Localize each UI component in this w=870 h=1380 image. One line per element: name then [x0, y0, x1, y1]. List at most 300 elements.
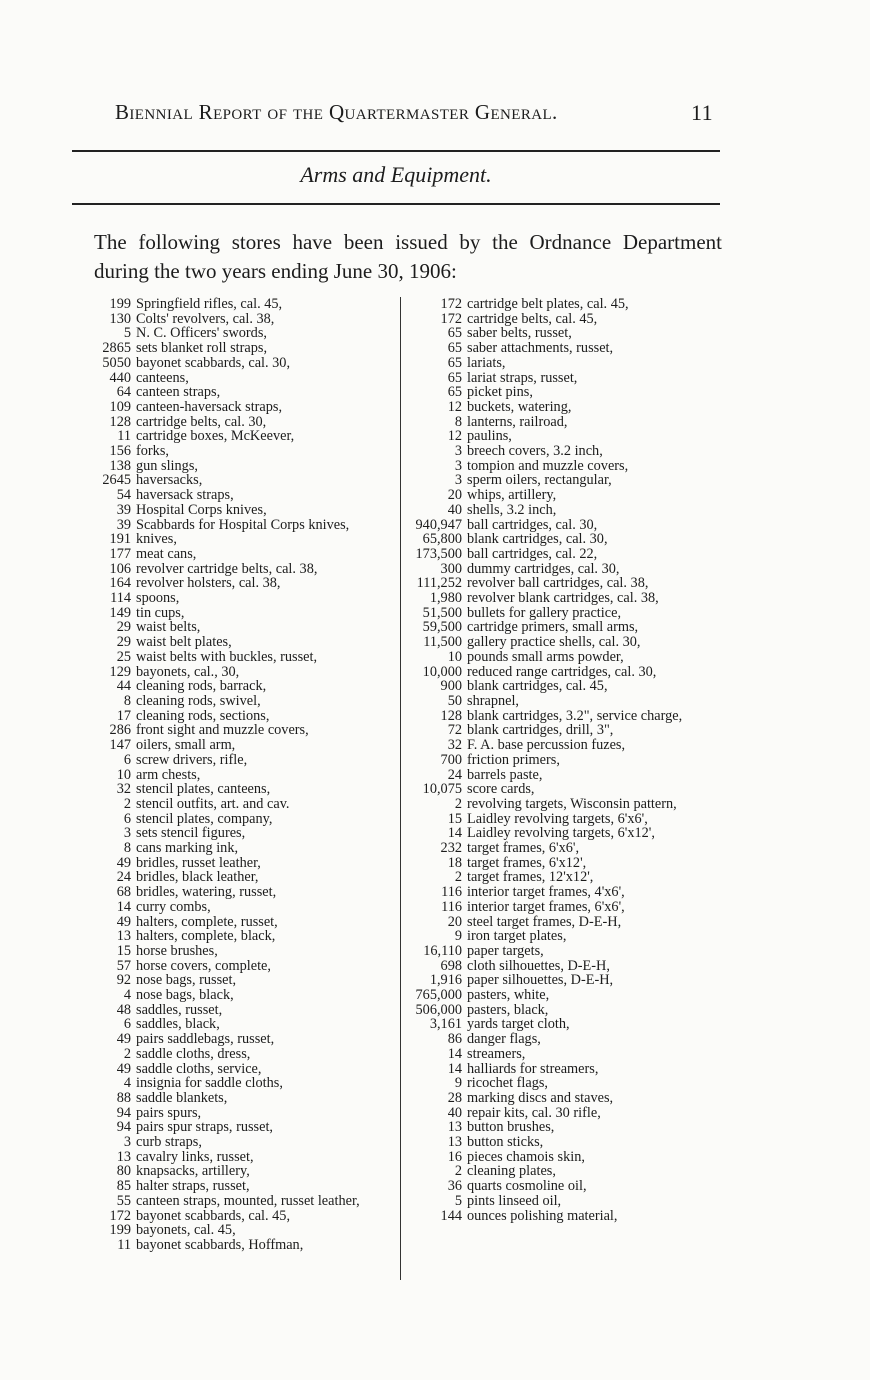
list-item: [92, 738, 392, 753]
list-item: [402, 503, 726, 518]
list-item: [402, 429, 726, 444]
item-quantity: 65,800: [422, 531, 462, 548]
item-quantity: 156: [109, 443, 131, 460]
list-item: [402, 1150, 726, 1165]
item-quantity: 199: [109, 296, 131, 312]
item-description: revolver cartridge belts, cal. 38,: [136, 560, 318, 577]
item-description: quarts cosmoline oil,: [467, 1178, 587, 1195]
list-item: [92, 694, 392, 709]
item-quantity: 13: [116, 1148, 131, 1165]
item-quantity: 32: [447, 737, 462, 754]
item-description: Scabbards for Hospital Corps knives,: [136, 516, 350, 533]
item-quantity: 50: [447, 692, 462, 709]
list-item: [402, 547, 726, 562]
item-description: target frames, 6'x12',: [467, 854, 587, 871]
list-item: [92, 709, 392, 724]
item-quantity: 49: [116, 854, 131, 871]
item-quantity: 765,000: [415, 987, 462, 1004]
item-description: bridles, black leather,: [136, 869, 259, 886]
item-description: interior target frames, 4'x6',: [467, 884, 625, 901]
item-quantity: 3: [454, 457, 462, 474]
item-quantity: 11: [117, 1237, 131, 1253]
list-item: [402, 488, 726, 503]
list-item: [92, 1164, 392, 1179]
list-item: [92, 1238, 392, 1253]
item-description: cleaning rods, barrack,: [136, 678, 267, 695]
list-item: [92, 1135, 392, 1150]
item-quantity: 80: [116, 1163, 131, 1180]
list-item: [402, 620, 726, 635]
list-item: [92, 459, 392, 474]
item-quantity: 57: [116, 957, 131, 974]
item-quantity: 49: [116, 1031, 131, 1048]
section-title: Arms and Equipment.: [300, 162, 492, 187]
item-description: repair kits, cal. 30 rifle,: [467, 1104, 601, 1121]
item-description: target frames, 12'x12',: [467, 869, 594, 886]
item-description: cartridge belts, cal. 45,: [467, 310, 598, 327]
list-item: [92, 1047, 392, 1062]
item-quantity: 17: [116, 707, 131, 724]
item-description: score cards,: [467, 781, 535, 798]
list-item: [92, 326, 392, 341]
list-item: [92, 1120, 392, 1135]
list-item: [402, 400, 726, 415]
item-description: streamers,: [467, 1045, 526, 1062]
item-description: halters, complete, black,: [136, 928, 276, 945]
item-description: spoons,: [136, 590, 180, 607]
item-quantity: 440: [109, 369, 131, 386]
list-item: [402, 768, 726, 783]
list-item: [402, 841, 726, 856]
item-quantity: 6: [123, 1016, 131, 1033]
list-item: [402, 900, 726, 915]
page-number: 11: [691, 100, 713, 125]
item-description: shrapnel,: [467, 692, 520, 709]
list-item: [402, 1062, 726, 1077]
item-quantity: 13: [447, 1119, 462, 1136]
item-quantity: 65: [447, 354, 462, 371]
item-quantity: 2645: [102, 472, 131, 489]
item-quantity: 700: [440, 751, 462, 768]
list-item: [402, 341, 726, 356]
item-quantity: 3,161: [429, 1016, 462, 1033]
running-header: [115, 100, 713, 125]
list-item: [92, 562, 392, 577]
list-item: [92, 547, 392, 562]
item-description: paper silhouettes, D-E-H,: [467, 972, 614, 989]
list-item: [402, 576, 726, 591]
item-quantity: 11: [117, 428, 131, 445]
list-item: [402, 326, 726, 341]
list-item: [92, 929, 392, 944]
item-quantity: 10: [116, 766, 131, 783]
item-quantity: 92: [116, 972, 131, 989]
item-quantity: 49: [116, 913, 131, 930]
list-item: [92, 312, 392, 327]
item-quantity: 5050: [102, 354, 131, 371]
item-description: nose bags, black,: [136, 987, 234, 1004]
item-quantity: 2: [454, 869, 462, 886]
item-description: insignia for saddle cloths,: [136, 1075, 283, 1092]
item-description: F. A. base percussion fuzes,: [467, 737, 626, 754]
list-item: [92, 473, 392, 488]
item-description: cleaning rods, sections,: [136, 707, 270, 724]
item-description: ball cartridges, cal. 30,: [467, 516, 598, 533]
item-description: cloth silhouettes, D-E-H,: [467, 957, 610, 974]
item-description: picket pins,: [467, 384, 533, 401]
item-description: N. C. Officers' swords,: [136, 325, 267, 342]
item-description: tin cups,: [136, 604, 185, 621]
item-description: blank cartridges, 3.2", service charge,: [467, 707, 683, 724]
list-item: [92, 371, 392, 386]
list-item: [402, 1120, 726, 1135]
list-item: [402, 635, 726, 650]
item-quantity: 14: [447, 825, 462, 842]
item-quantity: 36: [447, 1178, 462, 1195]
item-quantity: 506,000: [415, 1001, 462, 1018]
item-quantity: 8: [123, 692, 131, 709]
item-quantity: 20: [447, 487, 462, 504]
list-item: [402, 679, 726, 694]
list-item: [92, 1223, 392, 1238]
item-description: ricochet flags,: [467, 1075, 548, 1092]
item-description: bayonets, cal., 30,: [136, 663, 240, 680]
item-quantity: 147: [109, 737, 131, 754]
item-quantity: 6: [123, 810, 131, 827]
list-item: [402, 297, 726, 312]
list-item: [92, 606, 392, 621]
item-quantity: 16: [447, 1148, 462, 1165]
item-quantity: 59,500: [422, 619, 462, 636]
item-quantity: 111,252: [416, 575, 462, 592]
item-quantity: 1,980: [429, 590, 462, 607]
list-item: [402, 885, 726, 900]
list-item: [92, 385, 392, 400]
list-item: [402, 473, 726, 488]
item-description: danger flags,: [467, 1031, 541, 1048]
item-description: bayonet scabbards, cal. 45,: [136, 1207, 291, 1224]
list-item: [402, 1047, 726, 1062]
item-description: lariat straps, russet,: [467, 369, 578, 386]
item-quantity: 128: [440, 707, 462, 724]
item-description: Hospital Corps knives,: [136, 501, 267, 518]
list-item: [402, 650, 726, 665]
item-quantity: 2: [454, 1163, 462, 1180]
list-item: [92, 1003, 392, 1018]
list-item: [402, 415, 726, 430]
item-quantity: 72: [447, 722, 462, 739]
item-quantity: 14: [447, 1045, 462, 1062]
list-item: [92, 885, 392, 900]
item-description: knives,: [136, 531, 177, 548]
list-item: [92, 1091, 392, 1106]
list-item: [402, 562, 726, 577]
item-quantity: 28: [447, 1089, 462, 1106]
list-item: [402, 1194, 726, 1209]
item-quantity: 8: [123, 840, 131, 857]
item-quantity: 10: [447, 648, 462, 665]
item-quantity: 54: [116, 487, 131, 504]
item-quantity: 2865: [102, 340, 131, 357]
item-description: blank cartridges, cal. 45,: [467, 678, 608, 695]
item-quantity: 1,916: [429, 972, 462, 989]
list-item: [402, 1032, 726, 1047]
list-item: [92, 665, 392, 680]
list-item: [92, 1106, 392, 1121]
item-quantity: 3: [454, 443, 462, 460]
item-quantity: 20: [447, 913, 462, 930]
list-item: [402, 606, 726, 621]
list-item: [92, 944, 392, 959]
item-description: whips, artillery,: [467, 487, 557, 504]
item-quantity: 9: [454, 928, 462, 945]
item-quantity: 4: [123, 1075, 131, 1092]
item-description: Laidley revolving targets, 6'x12',: [467, 825, 655, 842]
list-item: [92, 503, 392, 518]
list-item: [92, 870, 392, 885]
item-description: sets blanket roll straps,: [136, 340, 268, 357]
list-item: [92, 341, 392, 356]
list-item: [92, 973, 392, 988]
item-quantity: 49: [116, 1060, 131, 1077]
item-description: pairs saddlebags, russet,: [136, 1031, 275, 1048]
item-description: buckets, watering,: [467, 398, 572, 415]
item-quantity: 6: [123, 751, 131, 768]
list-item: [92, 444, 392, 459]
item-description: pounds small arms powder,: [467, 648, 624, 665]
item-quantity: 3: [123, 825, 131, 842]
item-description: dummy cartridges, cal. 30,: [467, 560, 620, 577]
intro-paragraph: The following stores have been issued by the Ordnance Department during the two years ending June 30, 1906:: [94, 230, 722, 283]
item-quantity: 2: [454, 795, 462, 812]
item-description: oilers, small arm,: [136, 737, 236, 754]
item-quantity: 32: [116, 781, 131, 798]
item-description: bayonet scabbards, Hoffman,: [136, 1237, 304, 1253]
list-item: [92, 1194, 392, 1209]
item-description: nose bags, russet,: [136, 972, 237, 989]
list-item: [402, 870, 726, 885]
item-quantity: 86: [447, 1031, 462, 1048]
item-description: ball cartridges, cal. 22,: [467, 545, 598, 562]
item-quantity: 172: [109, 1207, 131, 1224]
item-description: pieces chamois skin,: [467, 1148, 585, 1165]
item-description: paulins,: [467, 428, 512, 445]
list-item: [92, 1179, 392, 1194]
item-description: waist belts with buckles, russet,: [136, 648, 318, 665]
item-quantity: 15: [116, 942, 131, 959]
list-item: [92, 900, 392, 915]
item-quantity: 3: [123, 1134, 131, 1151]
item-description: gun slings,: [136, 457, 198, 474]
item-quantity: 232: [440, 840, 462, 857]
item-quantity: 300: [440, 560, 462, 577]
item-quantity: 68: [116, 884, 131, 901]
list-item: [92, 768, 392, 783]
item-description: reduced range cartridges, cal. 30,: [467, 663, 657, 680]
item-quantity: 10,000: [422, 663, 462, 680]
item-description: saddle cloths, service,: [136, 1060, 262, 1077]
item-quantity: 5: [123, 325, 131, 342]
item-description: cans marking ink,: [136, 840, 239, 857]
item-quantity: 191: [109, 531, 131, 548]
item-quantity: 129: [109, 663, 131, 680]
list-item: [402, 782, 726, 797]
list-item: [402, 459, 726, 474]
item-description: stencil outfits, art. and cav.: [136, 795, 290, 812]
item-description: stencil plates, canteens,: [136, 781, 271, 798]
list-item: [92, 1150, 392, 1165]
item-description: front sight and muzzle covers,: [136, 722, 309, 739]
list-item: [92, 679, 392, 694]
item-description: Springfield rifles, cal. 45,: [136, 296, 283, 312]
item-description: revolver blank cartridges, cal. 38,: [467, 590, 659, 607]
list-item: [92, 650, 392, 665]
list-item: [92, 1076, 392, 1091]
item-description: curry combs,: [136, 898, 211, 915]
item-description: bridles, watering, russet,: [136, 884, 277, 901]
list-item: [92, 1062, 392, 1077]
right-column-list: [402, 297, 726, 1223]
item-description: interior target frames, 6'x6',: [467, 898, 625, 915]
item-quantity: 138: [109, 457, 131, 474]
item-description: haversack straps,: [136, 487, 234, 504]
item-quantity: 48: [116, 1001, 131, 1018]
item-quantity: 4: [123, 987, 131, 1004]
item-description: pasters, black,: [467, 1001, 549, 1018]
item-description: steel target frames, D-E-H,: [467, 913, 622, 930]
list-item: [402, 532, 726, 547]
item-description: cavalry links, russet,: [136, 1148, 254, 1165]
item-description: sets stencil figures,: [136, 825, 246, 842]
item-description: bayonets, cal. 45,: [136, 1222, 236, 1239]
list-item: [402, 826, 726, 841]
list-item: [402, 444, 726, 459]
list-item: [92, 988, 392, 1003]
list-item: [402, 1209, 726, 1224]
item-description: meat cans,: [136, 545, 197, 562]
list-item: [402, 812, 726, 827]
item-quantity: 65: [447, 325, 462, 342]
list-item: [92, 826, 392, 841]
item-description: lanterns, railroad,: [467, 413, 568, 430]
running-title: Biennial Report of the Quartermaster General.: [115, 100, 558, 124]
item-quantity: 3: [454, 472, 462, 489]
bottom-rule: [72, 203, 720, 205]
item-description: canteen straps, mounted, russet leather,: [136, 1192, 360, 1209]
item-description: Laidley revolving targets, 6'x6',: [467, 810, 648, 827]
item-quantity: 286: [109, 722, 131, 739]
item-quantity: 940,947: [415, 516, 462, 533]
list-item: [92, 576, 392, 591]
item-quantity: 149: [109, 604, 131, 621]
item-description: waist belts,: [136, 619, 201, 636]
item-quantity: 12: [447, 428, 462, 445]
list-item: [92, 488, 392, 503]
item-description: iron target plates,: [467, 928, 567, 945]
item-quantity: 130: [109, 310, 131, 327]
item-quantity: 55: [116, 1192, 131, 1209]
item-description: pints linseed oil,: [467, 1192, 562, 1209]
item-quantity: 14: [447, 1060, 462, 1077]
item-quantity: 24: [116, 869, 131, 886]
item-quantity: 5: [454, 1192, 462, 1209]
item-description: lariats,: [467, 354, 506, 371]
item-quantity: 2: [123, 795, 131, 812]
item-description: bridles, russet leather,: [136, 854, 261, 871]
list-item: [92, 797, 392, 812]
item-quantity: 13: [116, 928, 131, 945]
list-item: [92, 753, 392, 768]
list-item: [92, 591, 392, 606]
list-item: [402, 915, 726, 930]
list-item: [92, 782, 392, 797]
list-item: [92, 415, 392, 430]
list-item: [92, 532, 392, 547]
item-description: halliards for streamers,: [467, 1060, 599, 1077]
list-item: [402, 665, 726, 680]
list-item: [402, 694, 726, 709]
item-description: gallery practice shells, cal. 30,: [467, 634, 641, 651]
item-description: button sticks,: [467, 1134, 544, 1151]
item-description: ounces polishing material,: [467, 1207, 618, 1224]
item-description: saddle blankets,: [136, 1089, 228, 1106]
item-description: barrels paste,: [467, 766, 543, 783]
item-description: screw drivers, rifle,: [136, 751, 248, 768]
item-quantity: 106: [109, 560, 131, 577]
item-quantity: 172: [440, 296, 462, 312]
list-item: [92, 620, 392, 635]
item-description: horse covers, complete,: [136, 957, 271, 974]
list-item: [402, 1106, 726, 1121]
item-description: tompion and muzzle covers,: [467, 457, 629, 474]
item-description: friction primers,: [467, 751, 560, 768]
item-description: halters, complete, russet,: [136, 913, 278, 930]
list-item: [92, 1209, 392, 1224]
item-quantity: 11,500: [423, 634, 462, 651]
list-item: [402, 973, 726, 988]
item-description: canteen-haversack straps,: [136, 398, 283, 415]
list-item: [402, 959, 726, 974]
item-quantity: 44: [116, 678, 131, 695]
list-item: [402, 1076, 726, 1091]
item-quantity: 900: [440, 678, 462, 695]
list-item: [402, 371, 726, 386]
list-item: [402, 723, 726, 738]
item-description: canteens,: [136, 369, 189, 386]
list-item: [402, 1091, 726, 1106]
item-description: cleaning rods, swivel,: [136, 692, 261, 709]
item-description: saddles, black,: [136, 1016, 220, 1033]
item-description: yards target cloth,: [467, 1016, 570, 1033]
list-item: [92, 400, 392, 415]
item-quantity: 39: [116, 516, 131, 533]
list-item: [92, 297, 392, 312]
item-quantity: 64: [116, 384, 131, 401]
item-quantity: 29: [116, 619, 131, 636]
item-quantity: 114: [110, 590, 131, 607]
item-description: saddle cloths, dress,: [136, 1045, 251, 1062]
list-item: [92, 856, 392, 871]
item-quantity: 12: [447, 398, 462, 415]
list-item: [402, 591, 726, 606]
item-quantity: 39: [116, 501, 131, 518]
list-item: [402, 797, 726, 812]
item-description: revolver ball cartridges, cal. 38,: [467, 575, 649, 592]
item-description: revolver holsters, cal. 38,: [136, 575, 281, 592]
item-description: paper targets,: [467, 942, 544, 959]
item-quantity: 40: [447, 1104, 462, 1121]
list-item: [402, 944, 726, 959]
